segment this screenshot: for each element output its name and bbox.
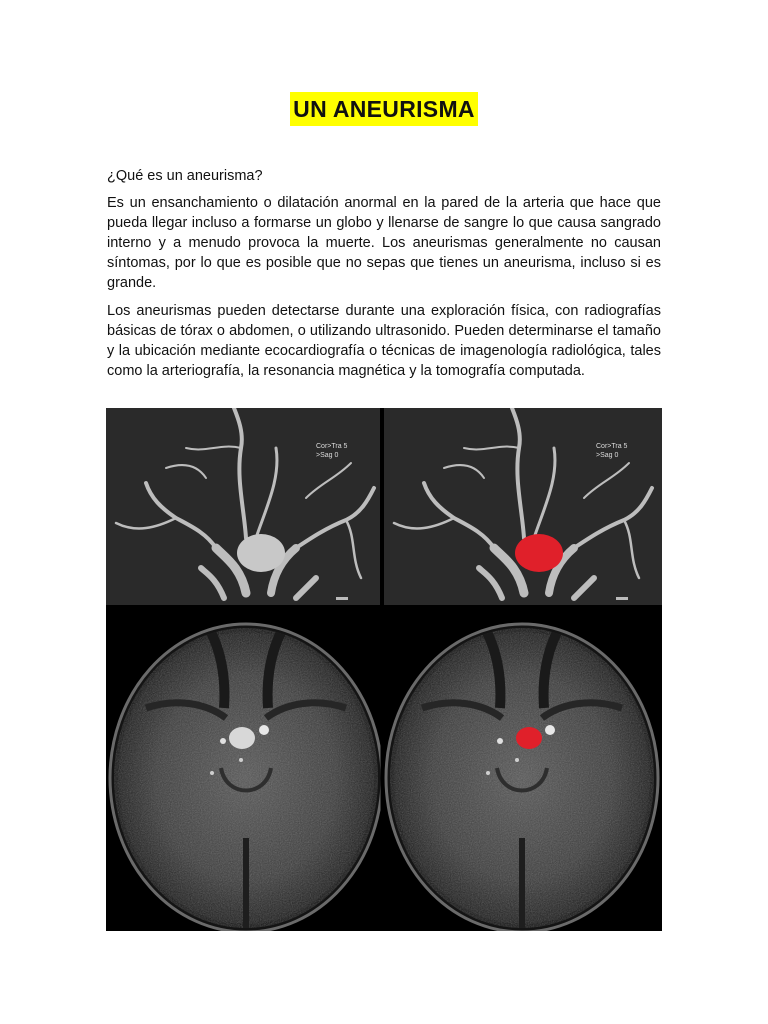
aneurysm-left-bottom <box>229 727 255 749</box>
angiography-panel-right <box>384 408 662 606</box>
overlay-line-2-left: >Sag 0 <box>316 452 339 459</box>
paragraph-definition: Es un ensanchamiento o dilatación anormal en la pared de la arteria que hace que pueda llegar incluso a formarse un globo y llenarse de sangre lo que causa sangrado interno y a menudo provoca la muerte. Los aneurismas generalmente no causan síntomas, por lo que es posible que no sepas que tienes un aneurisma, incluso si es grande. <box>107 195 661 291</box>
page-title: UN ANEURISMA <box>290 92 478 126</box>
aneurysm-left-top <box>237 534 285 572</box>
aneurysm-highlight-right-bottom <box>516 727 542 749</box>
document-body <box>107 166 661 389</box>
question-heading: ¿Qué es un aneurisma? <box>107 168 263 184</box>
mri-figure-svg <box>106 408 662 931</box>
medical-image-figure <box>106 408 662 931</box>
overlay-line-1-right: Cor>Tra 5 <box>596 443 628 450</box>
overlay-line-2-right: >Sag 0 <box>596 452 619 459</box>
paragraph-detection: Los aneurismas pueden detectarse durante una exploración física, con radiografías básicas de tórax o abdomen, o utilizando ultrasonido. Pueden determinarse el tamaño y la ubicación mediante ecocardiografía o técnicas de imagenología radiológica, tales como la arteriografía, la resonancia magnética y la tomografía computada. <box>107 303 661 379</box>
angiography-panel-left <box>106 408 380 606</box>
title-wrap <box>0 92 768 126</box>
aneurysm-highlight-right-top <box>515 534 563 572</box>
overlay-line-1-left: Cor>Tra 5 <box>316 443 348 450</box>
